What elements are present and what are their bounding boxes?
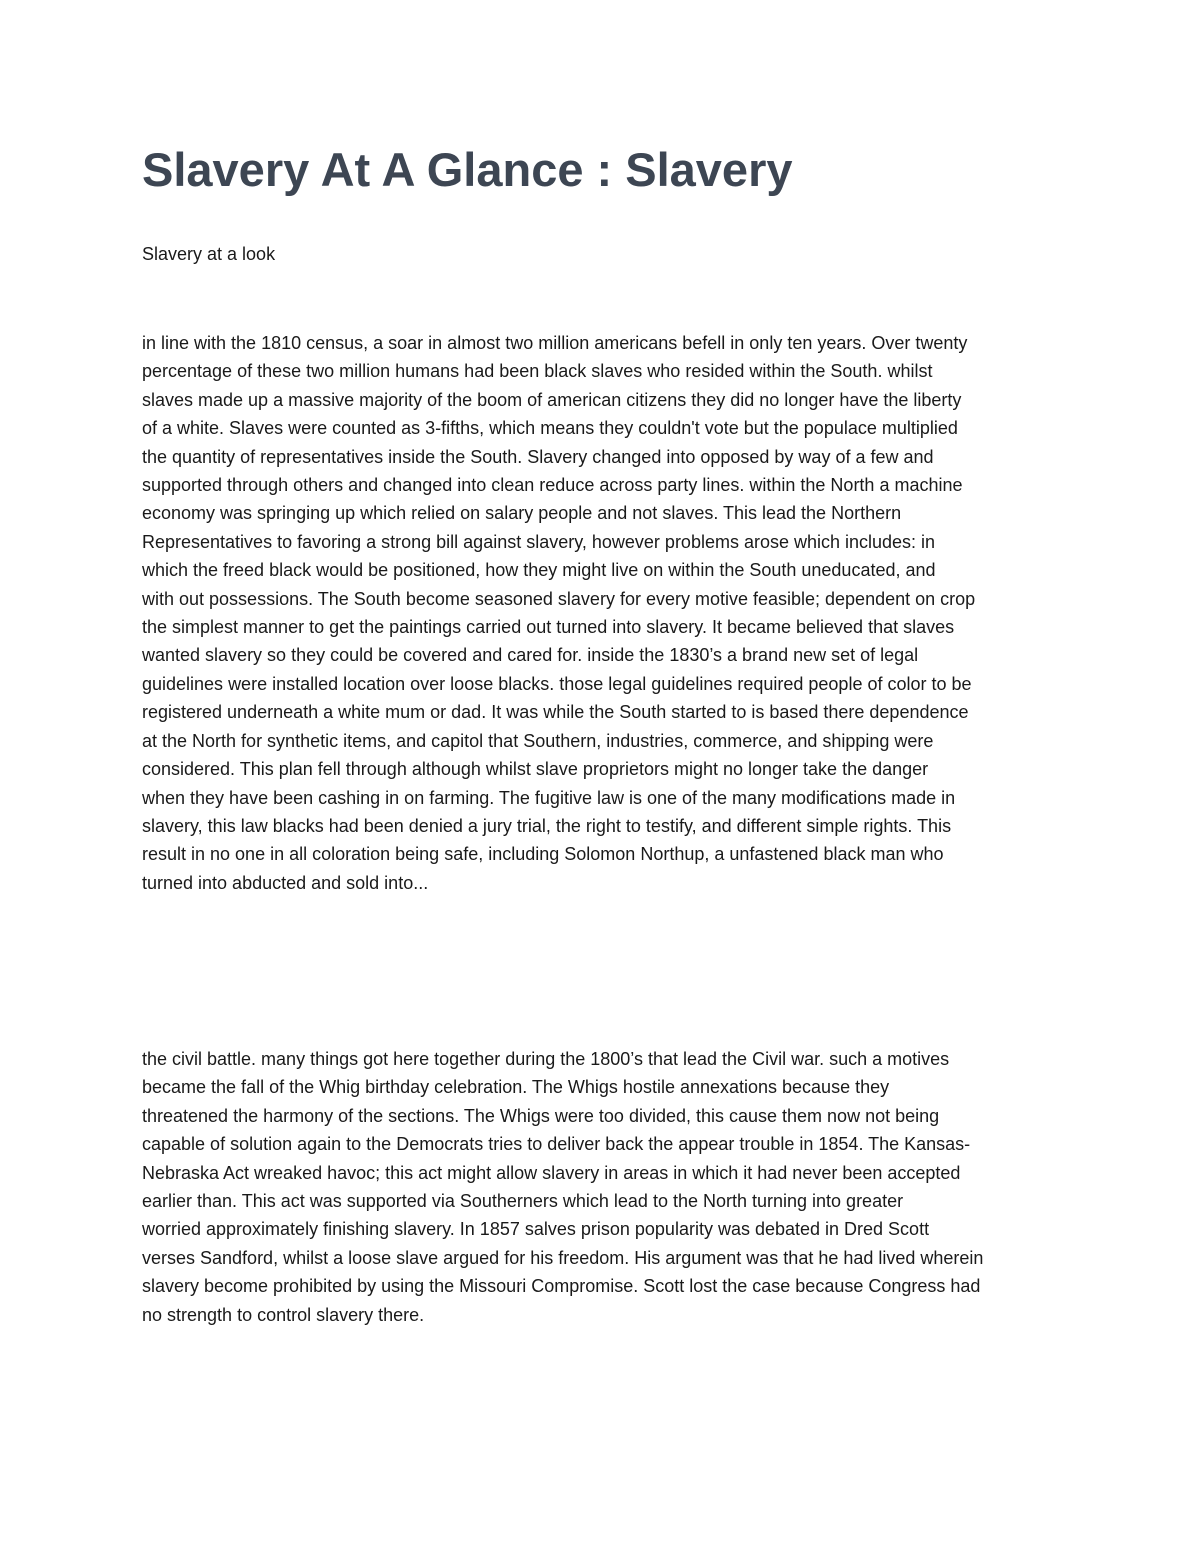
paragraph-line: economy was springing up which relied on salary people and not slaves. This lead the Northern [142,503,902,524]
paragraph-line: of a white. Slaves were counted as 3-fifths, which means they couldn't vote but the populace multiplied [142,418,958,439]
paragraph-line: result in no one in all coloration being safe, including Solomon Northup, a unfastened black man who [142,844,944,865]
paragraph-line: no strength to control slavery there. [142,1304,425,1325]
document-subtitle: Slavery at a look [142,244,276,264]
paragraph-line: registered underneath a white mum or dad. It was while the South started to is based there dependence [142,702,969,723]
paragraph-line: at the North for synthetic items, and capitol that Southern, industries, commerce, and shipping were [142,730,934,751]
document-title: Slavery At A Glance : Slavery [142,143,793,196]
paragraph-line: earlier than. This act was supported via Southerners which lead to the North turning into greater [142,1191,904,1212]
paragraph-line: slavery, this law blacks had been denied a jury trial, the right to testify, and different simple rights. This [142,815,952,836]
paragraph-line: verses Sandford, whilst a loose slave argued for his freedom. His argument was that he had lived wherein [142,1247,984,1268]
paragraph-line: in line with the 1810 census, a soar in almost two million americans befell in only ten years. Over twenty [142,333,968,353]
paragraph-line: with out possessions. The South become seasoned slavery for every motive feasible; dependent on crop [142,588,976,609]
paragraph-line: the civil battle. many things got here together during the 1800’s that lead the Civil war. such a motives [142,1049,950,1069]
paragraph-line: capable of solution again to the Democrats tries to deliver back the appear trouble in 1854. The Kansas- [142,1134,971,1155]
paragraph-line: slavery become prohibited by using the Missouri Compromise. Scott lost the case because Congress had [142,1276,981,1297]
paragraph-line: wanted slavery so they could be covered and cared for. inside the 1830’s a brand new set of legal [142,645,919,666]
paragraph-line: considered. This plan fell through although whilst slave proprietors might no longer take the danger [142,759,929,780]
paragraph-line: turned into abducted and sold into... [142,872,429,893]
paragraph-line: percentage of these two million humans had been black slaves who resided within the South. whilst [142,361,933,382]
paragraph-line: the simplest manner to get the paintings carried out turned into slavery. It became believed that slaves [142,617,955,638]
paragraph-2 [142,1045,1067,1329]
paragraph-line: supported through others and changed into clean reduce across party lines. within the North a machine [142,475,963,496]
paragraph-line: threatened the harmony of the sections. The Whigs were too divided, this cause them now not being [142,1105,940,1126]
paragraph-line: which the freed black would be positioned, how they might live on within the South uneducated, and [142,560,936,581]
paragraph-line: the quantity of representatives inside the South. Slavery changed into opposed by way of a few and [142,446,934,467]
paragraph-line: guidelines were installed location over loose blacks. those legal guidelines required people of color to be [142,673,972,694]
paragraph-line: slaves made up a massive majority of the boom of american citizens they did no longer have the liberty [142,389,962,410]
paragraph-line: Representatives to favoring a strong bill against slavery, however problems arose which includes: in [142,531,936,552]
paragraph-line: Nebraska Act wreaked havoc; this act might allow slavery in areas in which it had never been accepted [142,1162,961,1183]
paragraph-1 [142,329,1067,897]
paragraph-line: worried approximately finishing slavery. In 1857 salves prison popularity was debated in Dred Scott [142,1219,930,1240]
paragraph-line: became the fall of the Whig birthday celebration. The Whigs hostile annexations because they [142,1077,890,1098]
paragraph-line: when they have been cashing in on farming. The fugitive law is one of the many modifications made in [142,787,956,808]
